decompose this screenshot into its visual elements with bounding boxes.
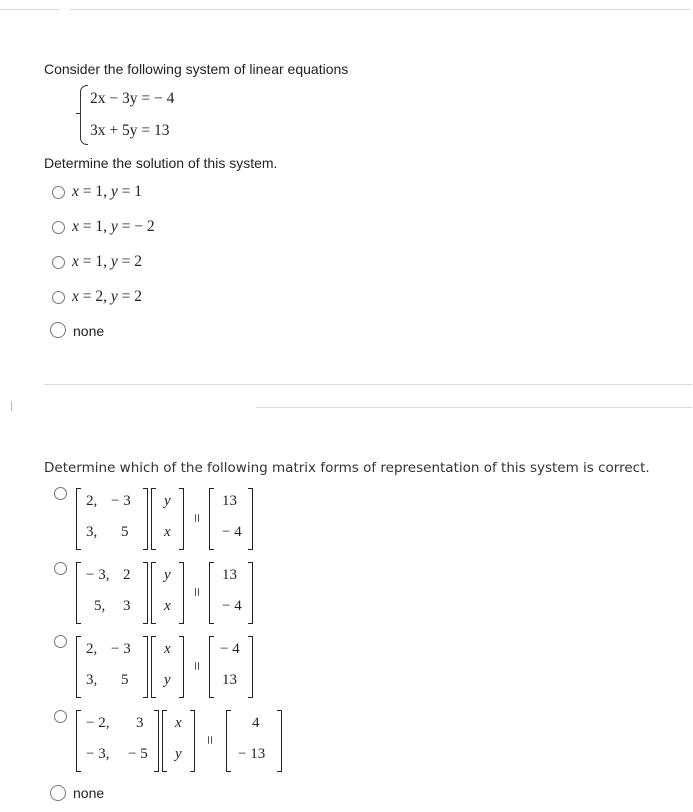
a11: − 2, (86, 715, 110, 731)
q1-option-3-radio[interactable] (52, 256, 65, 269)
q2-option-3-radio[interactable] (54, 635, 67, 648)
b1: 13 (222, 493, 237, 509)
b2: − 4 (222, 524, 242, 540)
q2-option-4-radio[interactable] (54, 710, 67, 723)
a11: − 3, (86, 567, 110, 583)
a22: 5 (121, 672, 129, 688)
system-brace (80, 85, 88, 145)
top-divider-right (70, 9, 690, 10)
a12: − 3 (111, 493, 131, 509)
a12: 3 (136, 715, 144, 731)
equals-sign: = (187, 661, 205, 671)
section-divider-right (256, 407, 692, 408)
q1-option-2-radio[interactable] (52, 221, 65, 234)
a22: − 5 (128, 746, 148, 762)
question-separator (44, 384, 692, 385)
v1: y (164, 567, 171, 583)
a22: 3 (123, 598, 131, 614)
system-brace-tip (76, 113, 81, 114)
equation-1: 2x − 3y = − 4 (90, 90, 175, 107)
q1-option-2-label: x = 1, y = − 2 (72, 218, 155, 235)
q1-option-none-radio[interactable] (50, 322, 66, 338)
q1-prompt: Consider the following system of linear equations (44, 61, 349, 77)
a12: 2 (123, 567, 131, 583)
a11: 2, (86, 641, 98, 657)
section-divider-tick (11, 401, 12, 411)
equation-2: 3x + 5y = 13 (90, 122, 170, 139)
q2-option-none-radio[interactable] (50, 785, 66, 801)
q1-option-1-label: x = 1, y = 1 (72, 183, 143, 200)
q1-instruction: Determine the solution of this system. (44, 155, 278, 171)
q1-option-3-label: x = 1, y = 2 (72, 253, 143, 270)
b1: 13 (222, 567, 237, 583)
a21: 5, (94, 598, 106, 614)
q1-option-4-radio[interactable] (52, 291, 65, 304)
equals-sign: = (187, 587, 205, 597)
top-divider-left (0, 9, 60, 10)
a22: 5 (121, 524, 129, 540)
b2: − 13 (238, 746, 266, 762)
v1: x (164, 641, 171, 657)
q2-option-1-radio[interactable] (54, 487, 67, 500)
a11: 2, (86, 493, 98, 509)
b2: − 4 (222, 598, 242, 614)
v1: x (175, 715, 182, 731)
q2-prompt: Determine which of the following matrix forms of representation of this system is correct. (44, 460, 650, 476)
b2: 13 (222, 672, 237, 688)
a21: 3, (86, 524, 98, 540)
v2: y (164, 672, 171, 688)
q1-option-1-radio[interactable] (52, 186, 65, 199)
equals-sign: = (200, 735, 218, 745)
equals-sign: = (187, 513, 205, 523)
b1: 4 (252, 715, 260, 731)
a21: 3, (86, 672, 98, 688)
v2: x (164, 524, 171, 540)
v1: y (164, 493, 171, 509)
a21: − 3, (86, 746, 110, 762)
v2: x (164, 598, 171, 614)
q1-option-none-label: none (73, 323, 105, 339)
q1-option-4-label: x = 2, y = 2 (72, 288, 143, 305)
v2: y (175, 746, 182, 762)
q2-option-none-label: none (73, 785, 105, 801)
a12: − 3 (111, 641, 131, 657)
b1: − 4 (220, 641, 240, 657)
q2-option-2-radio[interactable] (54, 562, 67, 575)
